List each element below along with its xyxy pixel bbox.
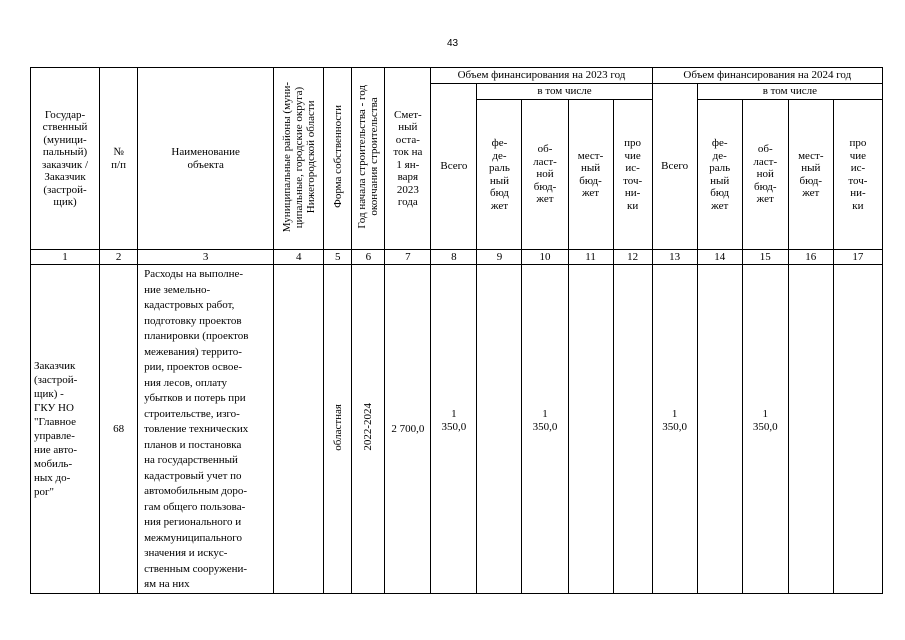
header-regional-2023: об- ласт- ной бюд- жет [522, 100, 568, 250]
row-ownership [324, 265, 352, 594]
column-number: 15 [742, 250, 788, 265]
row-years [352, 265, 385, 594]
header-customer: Государ- ственный (муници- пальный) заказчик / Заказчик (застрой- щик) [31, 68, 100, 250]
row-estimated-balance: 2 700,0 [385, 265, 431, 594]
row-regional-2023-value: 1 350,0 [532, 408, 558, 433]
column-number: 16 [788, 250, 833, 265]
column-number: 1 [31, 250, 100, 265]
header-object-name: Наименование объекта [138, 68, 274, 250]
header-including-2023: в том числе [477, 84, 652, 100]
header-federal-2024: фе- де- раль ный бюд жет [697, 100, 742, 250]
header-local-2023: мест- ный бюд- жет [568, 100, 613, 250]
header-ownership [324, 68, 352, 250]
row-number: 68 [100, 265, 138, 594]
column-number: 10 [522, 250, 568, 265]
row-local-2024 [788, 265, 833, 594]
column-number: 14 [697, 250, 742, 265]
header-number: № п/п [100, 68, 138, 250]
header-years-text: Год начала строительства - год окончания строительства [356, 84, 381, 229]
row-total-2024-value: 1 350,0 [662, 408, 688, 433]
column-number: 9 [477, 250, 522, 265]
table-row [31, 265, 883, 594]
row-district [274, 265, 324, 594]
header-other-2023: про чие ис- точ- ни- ки [613, 100, 652, 250]
header-federal-2023: фе- де- раль ный бюд жет [477, 100, 522, 250]
column-number: 3 [138, 250, 274, 265]
column-number: 6 [352, 250, 385, 265]
header-ownership-text: Форма собственности [331, 105, 344, 209]
header-districts-text: Муниципальные районы (муни- ципальные, городские округа) Нижегородской области [280, 81, 317, 232]
header-districts [274, 68, 324, 250]
row-years-text: 2022-2024 [362, 403, 375, 451]
row-regional-2024 [742, 265, 788, 594]
row-other-2024 [833, 265, 882, 594]
row-federal-2024 [697, 265, 742, 594]
row-regional-2024-value: 1 350,0 [752, 408, 778, 433]
row-object-name: Расходы на выполне- ние земельно- кадастровых работ, подготовку проектов планировки (проектов межевания) террито- рии, проектов освое- ния лесов, оплату убытков и потерь при строительстве, изго- товление технических планов и постановка на государственный кадастровый учет по автомобильным доро- гам общего пользова- ния регионального и межмуниципального значения и искус- ственным сооружени- ям на них [138, 265, 274, 594]
column-number: 17 [833, 250, 882, 265]
header-local-2024: мест- ный бюд- жет [788, 100, 833, 250]
header-other-2024: про чие ис- точ- ни- ки [833, 100, 882, 250]
row-local-2023 [568, 265, 613, 594]
column-number: 2 [100, 250, 138, 265]
row-ownership-text: областная [331, 403, 344, 451]
column-number: 11 [568, 250, 613, 265]
column-number: 12 [613, 250, 652, 265]
page-number: 43 [446, 38, 459, 49]
row-total-2023-value: 1 350,0 [441, 408, 467, 433]
row-total-2024 [652, 265, 697, 594]
column-numbers-row [31, 250, 883, 265]
row-other-2023 [613, 265, 652, 594]
header-funding-2024: Объем финансирования на 2024 год [652, 68, 882, 84]
header-total-2023: Всего [431, 84, 477, 250]
column-number: 7 [385, 250, 431, 265]
financing-table [30, 67, 883, 594]
column-number: 13 [652, 250, 697, 265]
header-regional-2024: об- ласт- ной бюд- жет [742, 100, 788, 250]
row-total-2023 [431, 265, 477, 594]
column-number: 5 [324, 250, 352, 265]
header-estimated-balance: Смет- ный оста- ток на 1 ян- варя 2023 года [385, 68, 431, 250]
column-number: 4 [274, 250, 324, 265]
header-funding-2023: Объем финансирования на 2023 год [431, 68, 652, 84]
row-customer: Заказчик (застрой- щик) - ГКУ НО "Главное управле- ние авто- мобиль- ных до- рог" [31, 265, 100, 594]
header-including-2024: в том числе [697, 84, 882, 100]
row-regional-2023 [522, 265, 568, 594]
row-federal-2023 [477, 265, 522, 594]
header-years [352, 68, 385, 250]
header-total-2024: Всего [652, 84, 697, 250]
column-number: 8 [431, 250, 477, 265]
